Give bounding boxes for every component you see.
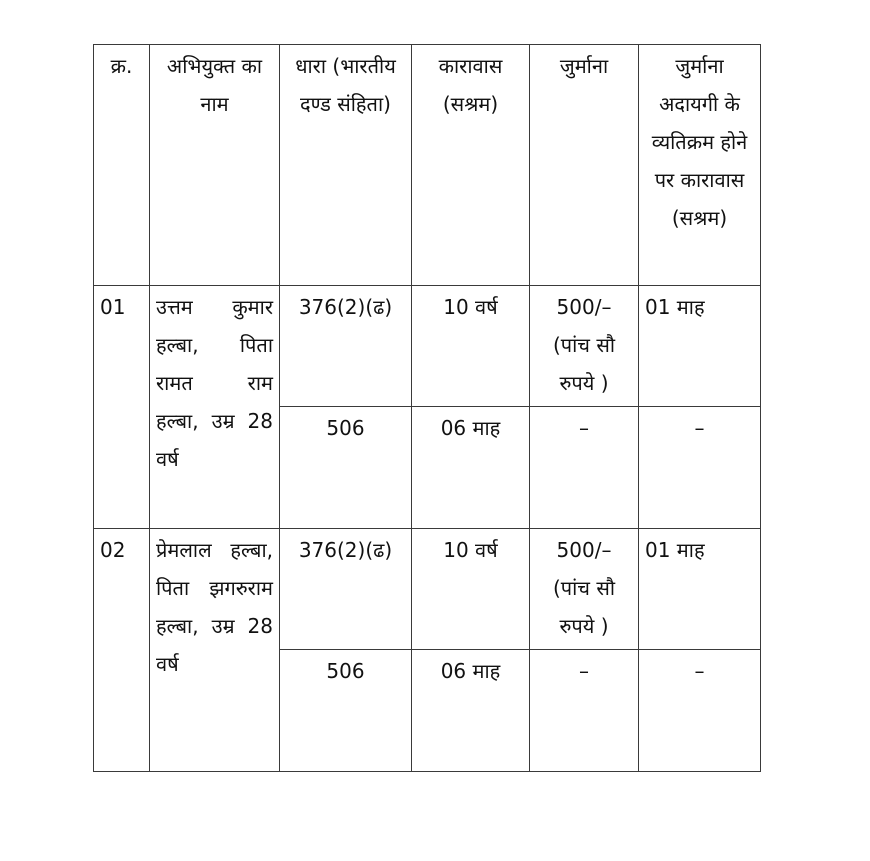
- default-imprisonment-cell: 01 माह: [639, 286, 761, 407]
- accused-name-cell: उत्तम कुमार हल्बा, पिता रामत राम हल्बा, उम्र 28 वर्ष: [150, 286, 280, 529]
- section-cell: 506: [280, 407, 412, 529]
- section-cell: 506: [280, 650, 412, 772]
- default-imprisonment-cell: –: [639, 407, 761, 529]
- header-serial: क्र.: [94, 45, 150, 286]
- table-row: [94, 529, 761, 650]
- header-accused-name: अभियुक्त का नाम: [150, 45, 280, 286]
- header-default-imprisonment: जुर्माना अदायगी के व्यतिक्रम होने पर कारावास (सश्रम): [639, 45, 761, 286]
- imprisonment-cell: 10 वर्ष: [412, 286, 530, 407]
- imprisonment-cell: 06 माह: [412, 650, 530, 772]
- default-imprisonment-cell: –: [639, 650, 761, 772]
- fine-cell: 500/– (पांच सौ रुपये ): [530, 286, 639, 407]
- section-cell: 376(2)(ढ): [280, 529, 412, 650]
- table-row: [94, 286, 761, 407]
- sentence-table: [93, 44, 761, 772]
- fine-cell: –: [530, 650, 639, 772]
- header-imprisonment: कारावास (सश्रम): [412, 45, 530, 286]
- header-fine: जुर्माना: [530, 45, 639, 286]
- fine-cell: –: [530, 407, 639, 529]
- serial-cell: 01: [94, 286, 150, 529]
- imprisonment-cell: 10 वर्ष: [412, 529, 530, 650]
- imprisonment-cell: 06 माह: [412, 407, 530, 529]
- section-cell: 376(2)(ढ): [280, 286, 412, 407]
- serial-cell: 02: [94, 529, 150, 772]
- accused-name-cell: प्रेमलाल हल्बा, पिता झगरुराम हल्बा, उम्र 28 वर्ष: [150, 529, 280, 772]
- header-section: धारा (भारतीय दण्ड संहिता): [280, 45, 412, 286]
- default-imprisonment-cell: 01 माह: [639, 529, 761, 650]
- fine-cell: 500/– (पांच सौ रुपये ): [530, 529, 639, 650]
- header-row: [94, 45, 761, 286]
